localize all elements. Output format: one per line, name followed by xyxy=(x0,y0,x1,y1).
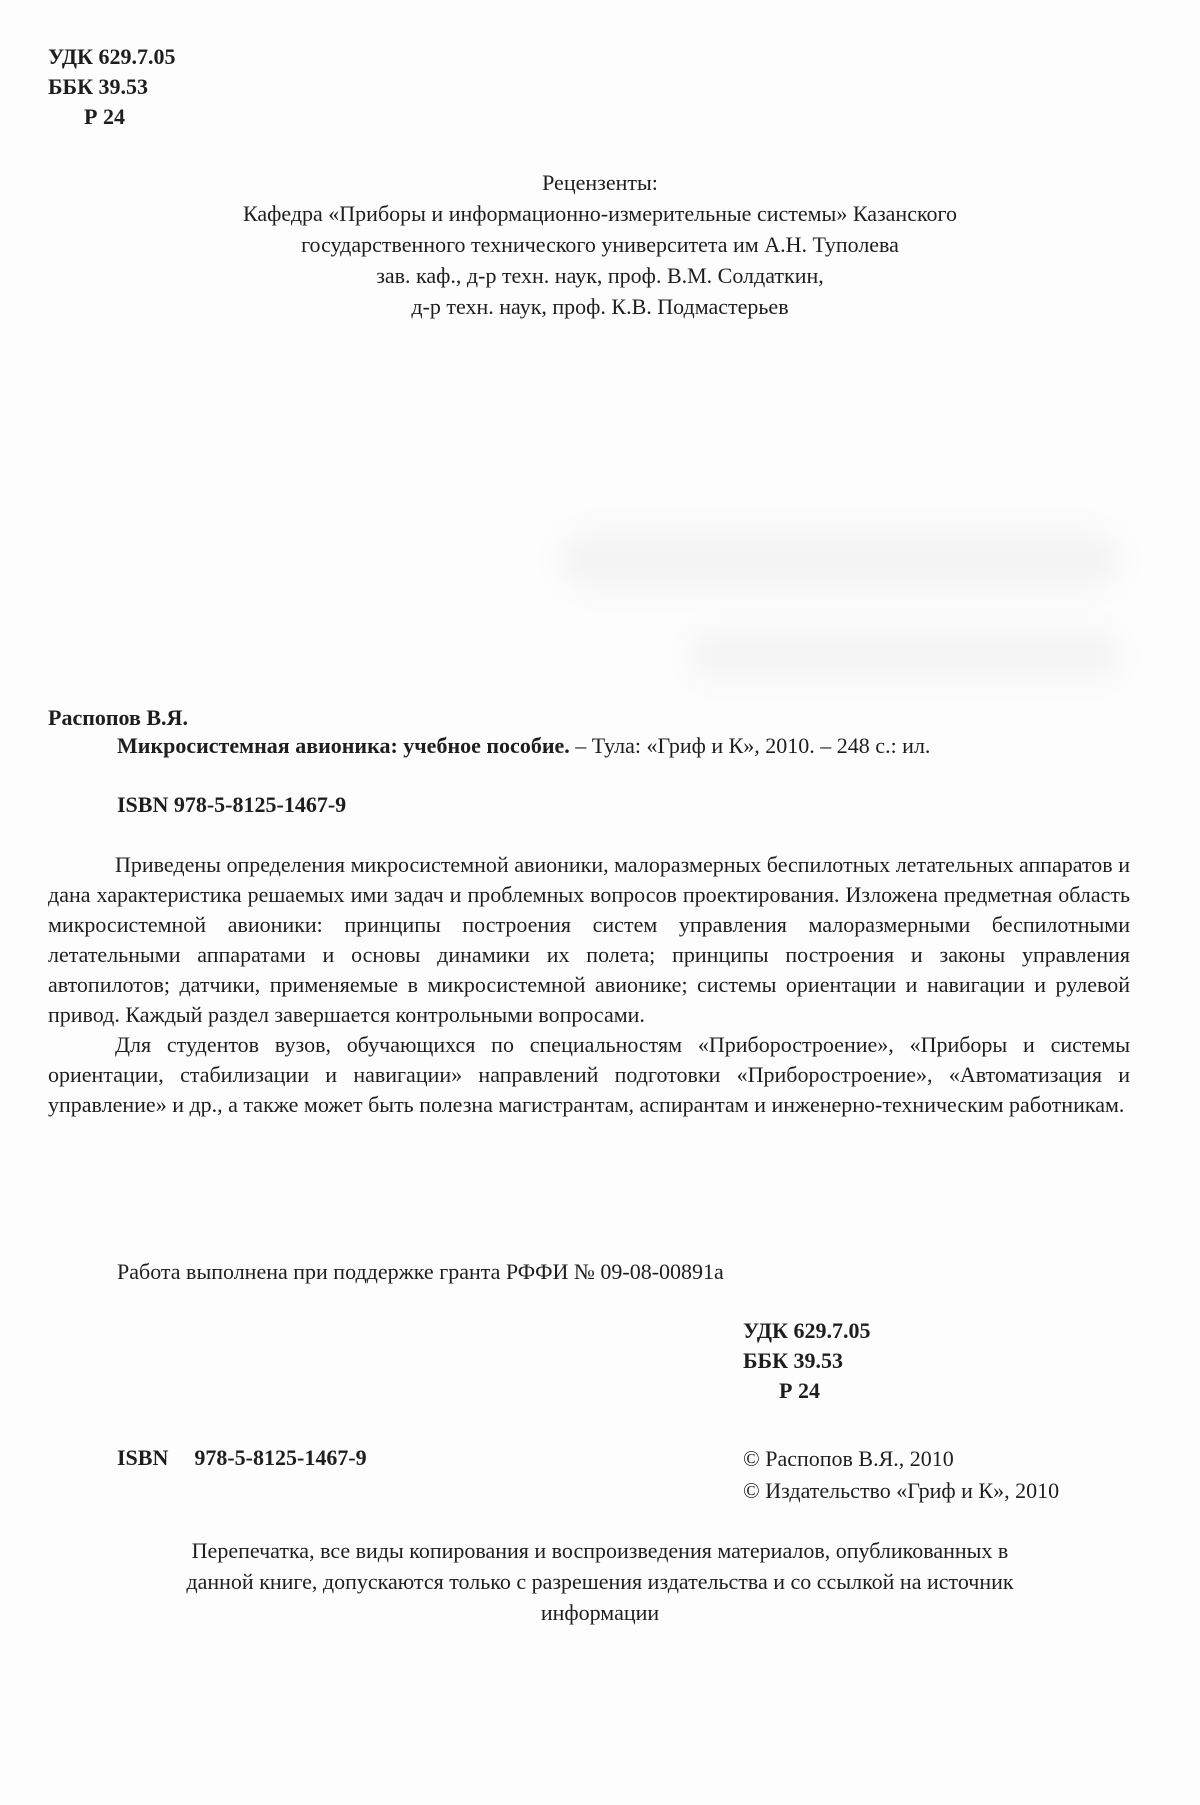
grant-note: Работа выполнена при поддержке гранта РФФИ № 09-08-00891а xyxy=(117,1259,724,1284)
author-mark: Р 24 xyxy=(84,104,125,129)
isbn-label: ISBN xyxy=(117,1445,169,1470)
imprint-details: – Тула: «Гриф и К», 2010. – 248 с.: ил. xyxy=(569,733,931,758)
isbn-footer xyxy=(117,1443,367,1473)
reviewers-heading: Рецензенты: xyxy=(542,170,658,195)
audience-paragraph: Для студентов вузов, обучающихся по специальностям «Приборостроение», «Приборы и системы ориентации, стабилизации и навигации» направлений подготовки «Приборостроение», «Автоматизация и управление» и др., а также может быть полезна магистрантам, аспирантам и инженерно-техническим работникам. xyxy=(48,1032,1130,1117)
reviewer-line: государственного технического университета им А.Н. Туполева xyxy=(301,232,899,257)
bbk-code: ББК 39.53 xyxy=(743,1348,844,1373)
isbn: ISBN 978-5-8125-1467-9 xyxy=(117,792,347,817)
udk-code: УДК 629.7.05 xyxy=(48,44,176,69)
classification-codes-top xyxy=(48,42,176,132)
notice-line: информации xyxy=(540,1600,660,1625)
copyright-publisher: © Издательство «Гриф и К», 2010 xyxy=(743,1478,1060,1503)
abstract-paragraph: Приведены определения микросистемной авионики, малоразмерных беспилотных летательных аппаратов и дана характеристика решаемых ими задач и проблемных вопросов проектирования. Изложена предметная область микросистемной авионики: принципы построения систем управления малоразмерными беспилотными летательными аппаратами и основы динамики их полета; принципы построения и законы управления автопилотов; датчики, применяемые в микросистемной авионике; системы ориентации и навигации и рулевой привод. Каждый раздел завершается контрольными вопросами. xyxy=(48,852,1130,1027)
classification-codes-bottom xyxy=(743,1316,871,1406)
abstract xyxy=(48,850,1130,1120)
bleed-through-smudge xyxy=(690,630,1120,680)
copyright-author: © Распопов В.Я., 2010 xyxy=(743,1446,954,1471)
reviewer-line: зав. каф., д-р техн. наук, проф. В.М. Солдаткин, xyxy=(376,263,824,288)
reviewer-line: Кафедра «Приборы и информационно-измерительные системы» Казанского xyxy=(242,201,958,226)
bibliographic-entry xyxy=(117,731,930,761)
bleed-through-smudge xyxy=(560,530,1120,590)
author-mark: Р 24 xyxy=(779,1378,820,1403)
reproduction-notice xyxy=(60,1535,1140,1628)
copyright-block xyxy=(743,1443,1059,1507)
reviewer-line: д-р техн. наук, проф. К.В. Подмастерьев xyxy=(411,294,789,319)
notice-line: Перепечатка, все виды копирования и воспроизведения материалов, опубликованных в xyxy=(191,1538,1009,1563)
bbk-code: ББК 39.53 xyxy=(48,74,149,99)
isbn-number: 978-5-8125-1467-9 xyxy=(194,1445,367,1470)
reviewers-block xyxy=(100,167,1100,322)
notice-line: данной книге, допускаются только с разрешения издательства и со ссылкой на источник xyxy=(186,1569,1014,1594)
book-title: Микросистемная авионика: учебное пособие. xyxy=(117,733,570,758)
udk-code: УДК 629.7.05 xyxy=(743,1318,871,1343)
author-name: Распопов В.Я. xyxy=(48,705,188,730)
